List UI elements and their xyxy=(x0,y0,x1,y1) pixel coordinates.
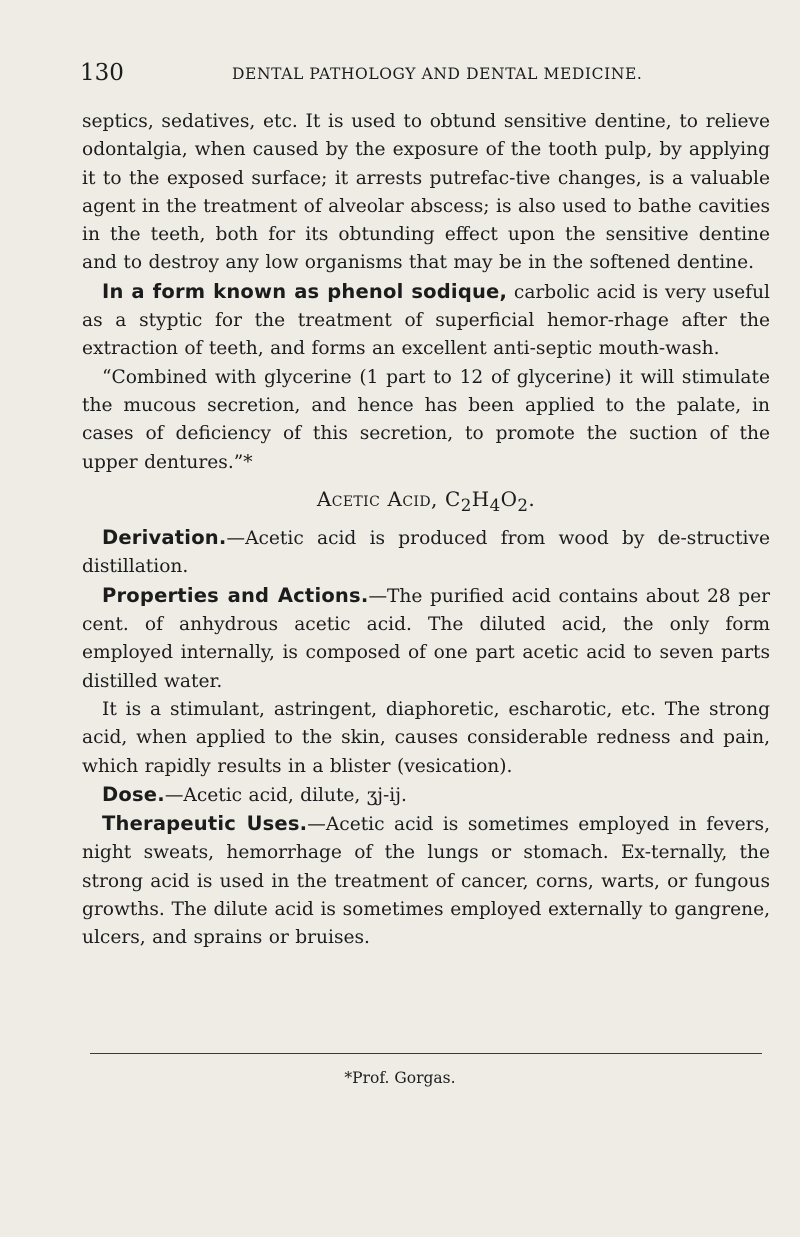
paragraph-actions: It is a stimulant, astringent, diaphoretic, escharotic, etc. The strong acid, when applied to the skin, causes considerable redness and pain, which rapidly results in a blister (vesication). xyxy=(82,698,770,777)
footnote: *Prof. Gorgas. xyxy=(344,1069,456,1087)
properties-text: —The purified acid contains about 28 per cent. of anhydrous acetic acid. The diluted acid, the only form employed internally, is composed of one part acetic acid to seven parts distilled water. xyxy=(82,585,770,692)
running-title: DENTAL PATHOLOGY AND DENTAL MEDICINE. xyxy=(232,65,643,83)
properties-label: Properties and Actions. xyxy=(102,583,369,607)
body-text xyxy=(82,108,770,953)
running-head xyxy=(80,60,725,86)
section-title: Acetic Acid, xyxy=(316,486,438,511)
dose-text: —Acetic acid, dilute, ʒj-ij. xyxy=(164,784,407,806)
paragraph-quotation: “Combined with glycerine (1 part to 12 of glycerine) it will stimulate the mucous secretion, and hence has been applied to the palate, in cases of deficiency of this secretion, to promote the suction of the upper dentures.”* xyxy=(82,366,770,473)
chemical-formula: $C_2H_4O_2$. xyxy=(445,486,536,515)
paragraph-continuation: septics, sedatives, etc. It is used to obtund sensitive dentine, to relieve odontalgia, when caused by the exposure of the tooth pulp, by applying it to the exposed surface; it arrests putrefac-tive changes, is a valuable agent in the treatment of alveolar abscess; is also used to bathe cavities in the teeth, both for its obtunding effect upon the sensitive dentine and to destroy any low organisms that may be in the softened dentine. xyxy=(82,111,770,274)
section-heading xyxy=(82,485,770,520)
therapeutic-label: Therapeutic Uses. xyxy=(102,812,308,836)
derivation-label: Derivation. xyxy=(102,526,227,550)
therapeutic-text: —Acetic acid is sometimes employed in fevers, night sweats, hemorrhage of the lungs or stomach. Ex-ternally, the strong acid is used in the treatment of cancer, corns, warts, or fungous growths. The dilute acid is sometimes employed externally to gangrene, ulcers, and sprains or bruises. xyxy=(82,814,770,949)
paragraph-dose xyxy=(82,781,770,810)
footnote-divider xyxy=(90,1053,762,1054)
paragraph-lead: In a form known as phenol sodique, xyxy=(102,279,508,303)
paragraph-text: carbolic acid is very useful as a styptic for the treatment of superficial hemor-rhage after the extraction of teeth, and forms an excellent anti-septic mouth-wash. xyxy=(82,281,770,360)
paragraph-phenol-sodique xyxy=(82,278,770,364)
page-number: 130 xyxy=(80,60,124,86)
dose-label: Dose. xyxy=(102,782,165,806)
paragraph-properties xyxy=(82,582,770,696)
paragraph-therapeutic-uses xyxy=(82,810,770,952)
paragraph-derivation xyxy=(82,524,770,582)
derivation-text: —Acetic acid is produced from wood by de-structive distillation. xyxy=(82,528,770,578)
